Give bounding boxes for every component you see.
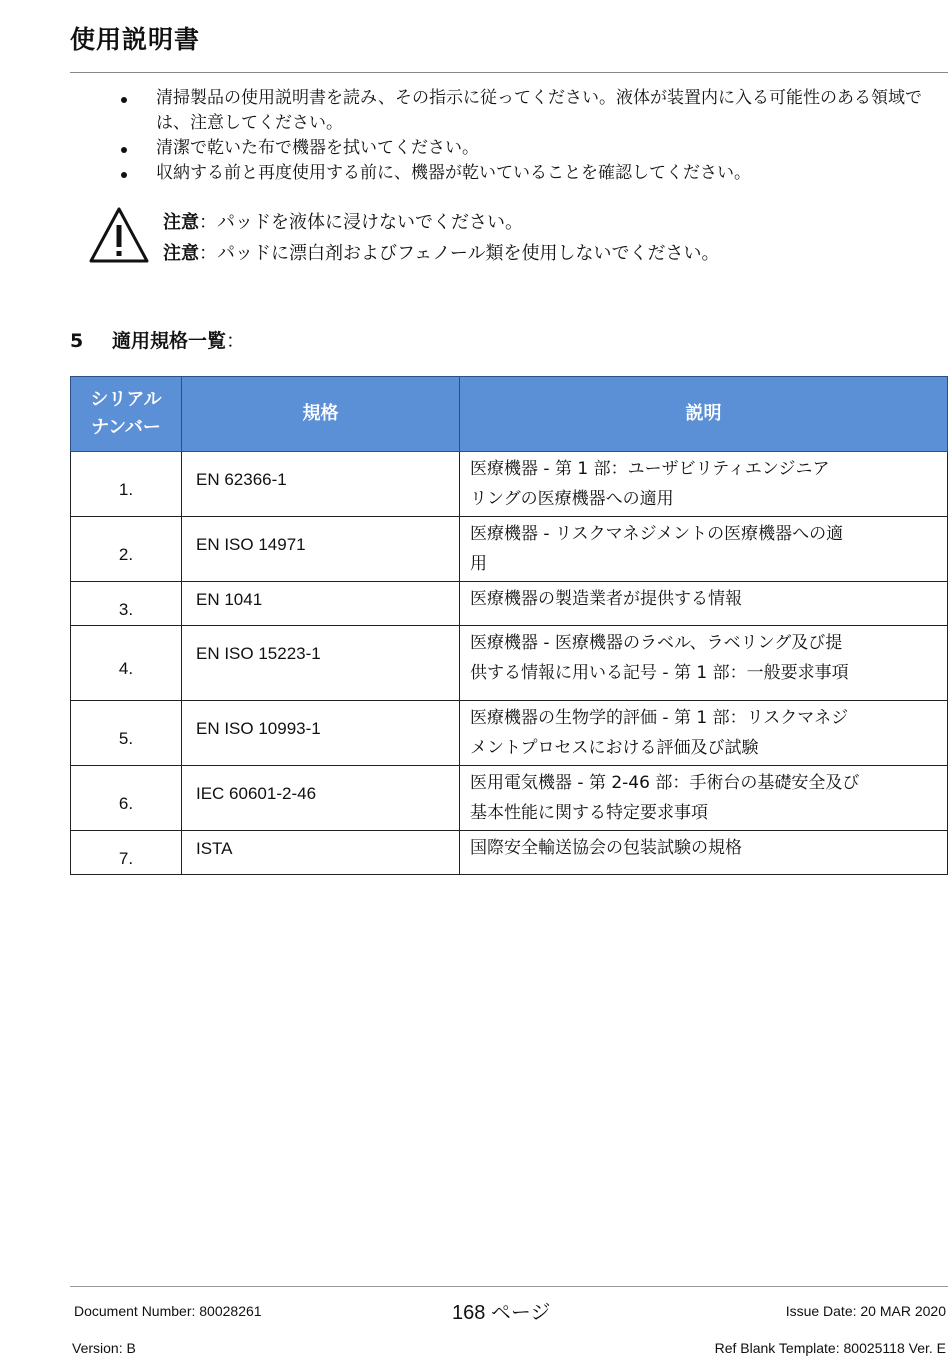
- page-number: 168 ページ: [452, 1302, 551, 1324]
- description-line: リングの医療機器への適用: [470, 489, 674, 509]
- table-header-row: [71, 377, 948, 452]
- serial-number-cell: 3.: [71, 582, 182, 626]
- footer-divider: [70, 1286, 948, 1287]
- description-cell: [460, 831, 948, 875]
- serial-number-cell: 5.: [71, 701, 182, 766]
- serial-number-cell: 2.: [71, 517, 182, 582]
- serial-number-cell: 1.: [71, 452, 182, 517]
- table-row: [71, 582, 948, 626]
- caution-block: [88, 206, 948, 268]
- description-line: 医療機器 - 第 1 部：ユーザビリティエンジニア: [470, 459, 830, 479]
- header-divider: [70, 72, 948, 73]
- serial-number-cell: 4.: [71, 626, 182, 701]
- description-line: 医療機器 - リスクマネジメントの医療機器への適: [470, 524, 844, 544]
- serial-number-cell: 6.: [71, 766, 182, 831]
- standard-cell: IEC 60601-2-46: [182, 766, 460, 831]
- table-row: [71, 701, 948, 766]
- caution-text: ：パッドに漂白剤およびフェノール類を使用しないでください。: [199, 243, 720, 264]
- description-line: 国際安全輸送協会の包装試験の規格: [470, 838, 742, 858]
- cleaning-instructions-list: [110, 86, 948, 186]
- serial-number-header: [71, 377, 182, 452]
- standard-cell: EN ISO 10993-1: [182, 701, 460, 766]
- section-title: 適用規格一覧: [112, 330, 227, 352]
- standard-cell: EN 62366-1: [182, 452, 460, 517]
- issue-date: Issue Date: 20 MAR 2020: [785, 1303, 946, 1319]
- list-item-text: 清潔で乾いた布で機器を拭いてください。: [156, 138, 479, 158]
- table-row: [71, 517, 948, 582]
- bullet-icon: [121, 147, 127, 153]
- section-heading: [70, 326, 245, 353]
- section-number: 5: [70, 330, 84, 352]
- list-item: [110, 161, 948, 186]
- page-title: 使用説明書: [70, 25, 201, 54]
- section-title-suffix: ：: [226, 330, 246, 352]
- list-item: [110, 136, 948, 161]
- bullet-icon: [121, 172, 127, 178]
- table-row: [71, 831, 948, 875]
- caution-line: [163, 210, 523, 236]
- table-row: [71, 766, 948, 831]
- warning-triangle-icon: [88, 206, 150, 264]
- description-line: 供する情報に用いる記号 - 第 1 部：一般要求事項: [470, 663, 849, 683]
- description-cell: [460, 626, 948, 701]
- description-cell: [460, 766, 948, 831]
- table-row: [71, 626, 948, 701]
- description-line: メントプロセスにおける評価及び試験: [470, 738, 759, 758]
- description-line: 医療機器 - 医療機器のラベル、ラベリング及び提: [470, 633, 843, 653]
- list-item-text: 収納する前と再度使用する前に、機器が乾いていることを確認してください。: [156, 163, 751, 183]
- standard-cell: EN ISO 15223-1: [182, 626, 460, 701]
- template-reference: Ref Blank Template: 80025118 Ver. E: [714, 1340, 946, 1356]
- description-cell: [460, 517, 948, 582]
- header-line: ナンバー: [91, 417, 161, 438]
- description-line: 医療機器の製造業者が提供する情報: [470, 589, 742, 609]
- caution-label: 注意: [163, 212, 199, 233]
- description-header: 説明: [460, 377, 948, 452]
- header-line: シリアル: [90, 389, 162, 410]
- standard-cell: ISTA: [182, 831, 460, 875]
- standard-header: 規格: [182, 377, 460, 452]
- description-cell: [460, 582, 948, 626]
- description-line: 基本性能に関する特定要求事項: [470, 803, 708, 823]
- caution-label: 注意: [163, 243, 199, 264]
- description-line: 用: [470, 554, 487, 574]
- list-item: [110, 86, 948, 136]
- standard-cell: EN ISO 14971: [182, 517, 460, 582]
- table-row: [71, 452, 948, 517]
- document-number: Document Number: 80028261: [74, 1303, 262, 1319]
- standard-cell: EN 1041: [182, 582, 460, 626]
- standards-table: [70, 376, 948, 875]
- serial-number-cell: 7.: [71, 831, 182, 875]
- caution-text: ：パッドを液体に浸けないでください。: [199, 212, 523, 233]
- bullet-icon: [121, 97, 127, 103]
- description-line: 医用電気機器 - 第 2-46 部：手術台の基礎安全及び: [470, 773, 860, 793]
- list-item-text: 清掃製品の使用説明書を読み、その指示に従ってください。液体が装置内に入る可能性のある領域では、注意してください。: [156, 88, 923, 133]
- description-cell: [460, 701, 948, 766]
- version: Version: B: [72, 1340, 136, 1356]
- description-line: 医療機器の生物学的評価 - 第 1 部：リスクマネジ: [470, 708, 849, 728]
- description-cell: [460, 452, 948, 517]
- caution-line: [163, 241, 720, 267]
